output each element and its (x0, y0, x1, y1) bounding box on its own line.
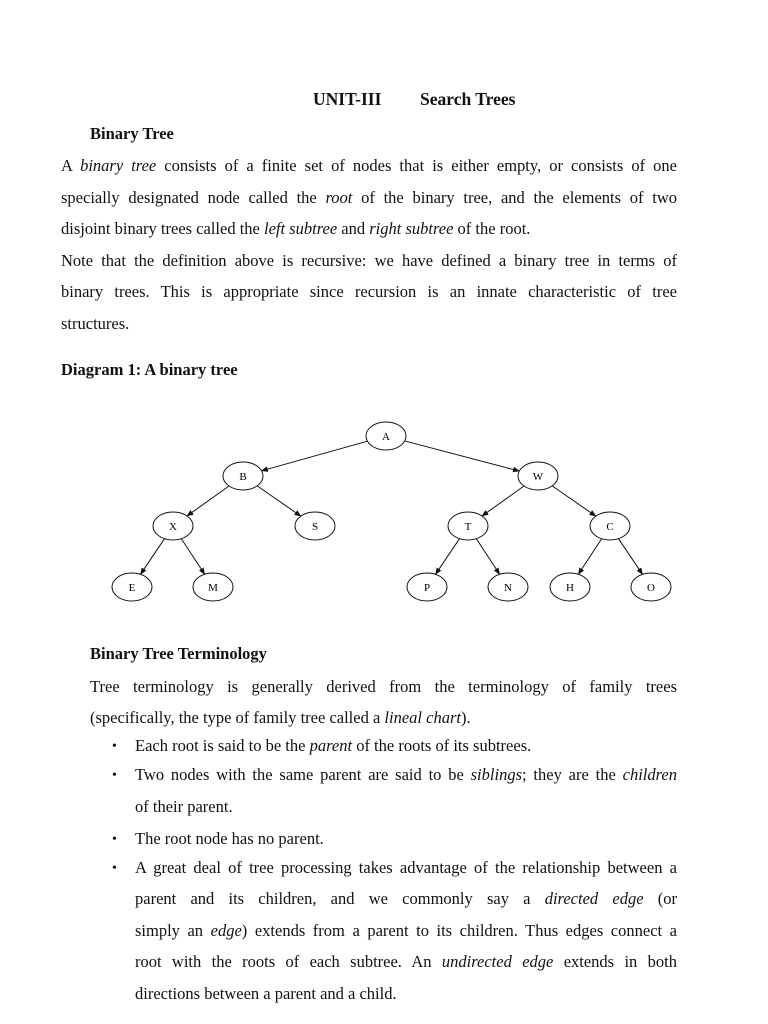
bullet-4-line-5: directions between a parent and a child. (135, 984, 397, 1003)
bullet-4-line-1: A great deal of tree processing takes advantage of the relationship between a (135, 858, 677, 877)
note-line-1: Note that the definition above is recursive: we have defined a binary tree in terms of (61, 251, 677, 270)
tree-edge-B-S (257, 486, 301, 516)
tree-node-B (223, 462, 263, 490)
tree-edge-W-T (482, 486, 524, 516)
bullet-1-text: Each root is said to be the parent of the roots of its subtrees. (135, 736, 532, 755)
section-title-binary-tree: Binary Tree (90, 124, 174, 143)
tree-edge-T-N (476, 539, 499, 575)
note-line-2: binary trees. This is appropriate since recursion is an innate characteristic of tree (61, 282, 677, 301)
diagram-caption: Diagram 1: A binary tree (61, 360, 238, 379)
intro-line-2: (specifically, the type of family tree called a lineal chart). (90, 708, 471, 727)
tree-node-M (193, 573, 233, 601)
tree-edge-W-C (552, 486, 596, 516)
bullet-marker: • (112, 832, 117, 847)
tree-node-label: E (128, 582, 136, 594)
tree-node-label: A (382, 431, 390, 443)
bullet-4-line-2: parent and its children, and we commonly say a directed edge (or (135, 889, 677, 908)
bullet-marker: • (112, 768, 117, 783)
tree-node-label: B (239, 471, 247, 483)
tree-edge-A-W (405, 441, 520, 471)
definition-line-2: specially designated node called the root of the binary tree, and the elements of two (61, 188, 677, 207)
tree-node-label: T (464, 521, 472, 533)
tree-node-label: H (566, 582, 574, 594)
tree-node-label: C (606, 521, 614, 533)
definition-line-1: A binary tree consists of a finite set of nodes that is either empty, or consists of one (61, 156, 677, 175)
tree-node-C (590, 512, 630, 540)
bullet-4-line-4: root with the roots of each subtree. An undirected edge extends in both (135, 952, 677, 971)
tree-edge-T-P (436, 539, 460, 575)
tree-edge-A-B (262, 441, 368, 471)
tree-node-O (631, 573, 671, 601)
tree-node-label: O (647, 582, 655, 594)
bullet-2-line-1: Two nodes with the same parent are said to be siblings; they are the children (135, 765, 677, 784)
tree-edge-B-X (187, 486, 229, 516)
tree-node-label: P (423, 582, 431, 594)
bullet-4-line-3: simply an edge) extends from a parent to its children. Thus edges connect a (135, 921, 677, 940)
tree-node-P (407, 573, 447, 601)
tree-node-label: W (532, 471, 544, 483)
bullet-marker: • (112, 861, 117, 876)
tree-edge-C-H (578, 539, 601, 575)
section-title-terminology: Binary Tree Terminology (90, 644, 267, 663)
page-title: Search Trees (420, 89, 516, 109)
note-line-3: structures. (61, 314, 130, 333)
tree-node-N (488, 573, 528, 601)
tree-node-label: S (311, 521, 319, 533)
bullet-3-text: The root node has no parent. (135, 829, 324, 848)
intro-line-1: Tree terminology is generally derived from the terminology of family trees (90, 677, 677, 696)
tree-node-label: N (504, 582, 512, 594)
bullet-2-line-2: of their parent. (135, 797, 233, 816)
tree-node-W (518, 462, 558, 490)
tree-node-label: X (169, 521, 177, 533)
tree-node-T (448, 512, 488, 540)
tree-edge-X-E (141, 539, 165, 575)
tree-node-A (366, 422, 406, 450)
bullet-marker: • (112, 739, 117, 754)
tree-node-label: M (208, 582, 218, 594)
tree-node-E (112, 573, 152, 601)
definition-line-3: disjoint binary trees called the left subtree and right subtree of the root. (61, 219, 531, 238)
tree-node-S (295, 512, 335, 540)
tree-edge-C-O (619, 539, 643, 575)
tree-node-H (550, 573, 590, 601)
tree-node-X (153, 512, 193, 540)
tree-edge-X-M (181, 539, 204, 575)
unit-label: UNIT-III (313, 89, 382, 109)
